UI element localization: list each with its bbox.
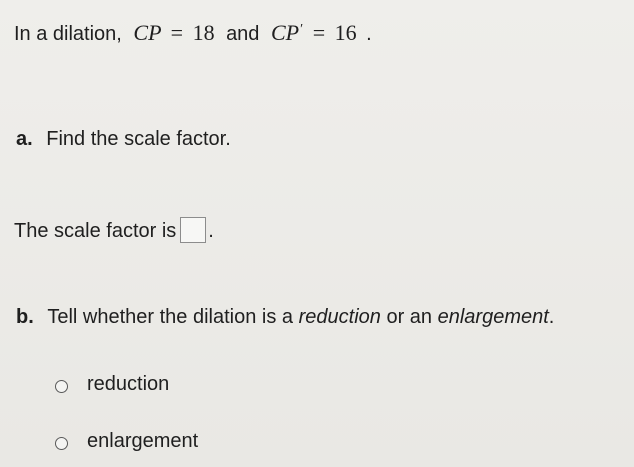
and-text: and xyxy=(226,23,260,45)
scale-factor-suffix: . xyxy=(208,220,214,242)
part-a-text: Find the scale factor. xyxy=(46,128,231,150)
part-b-enlargement-word: enlargement xyxy=(437,306,549,328)
enlargement-radio[interactable] xyxy=(55,437,68,450)
part-b-text-mid: or an xyxy=(386,306,433,328)
reduction-option-label[interactable]: reduction xyxy=(87,373,170,395)
part-b-text-start: Tell whether the dilation is a xyxy=(47,306,294,328)
cp-equation: CP = 18 xyxy=(133,20,215,45)
part-b-text-end: . xyxy=(548,306,555,328)
scale-factor-answer-line xyxy=(14,217,214,243)
part-a-prompt xyxy=(16,128,231,151)
question-intro: In a dilation, xyxy=(14,23,122,45)
part-a-label: a. xyxy=(16,128,33,150)
scale-factor-input[interactable] xyxy=(180,217,206,243)
reduction-radio[interactable] xyxy=(55,380,68,393)
part-b-reduction-word: reduction xyxy=(298,306,381,328)
question-statement xyxy=(14,20,372,46)
scale-factor-prefix: The scale factor is xyxy=(14,220,177,242)
enlargement-option-label[interactable]: enlargement xyxy=(87,430,199,452)
part-b-prompt xyxy=(16,306,554,329)
question-period: . xyxy=(366,23,372,45)
part-b-label: b. xyxy=(16,306,34,328)
cp-prime-equation: CP′ = 16 xyxy=(271,20,357,45)
